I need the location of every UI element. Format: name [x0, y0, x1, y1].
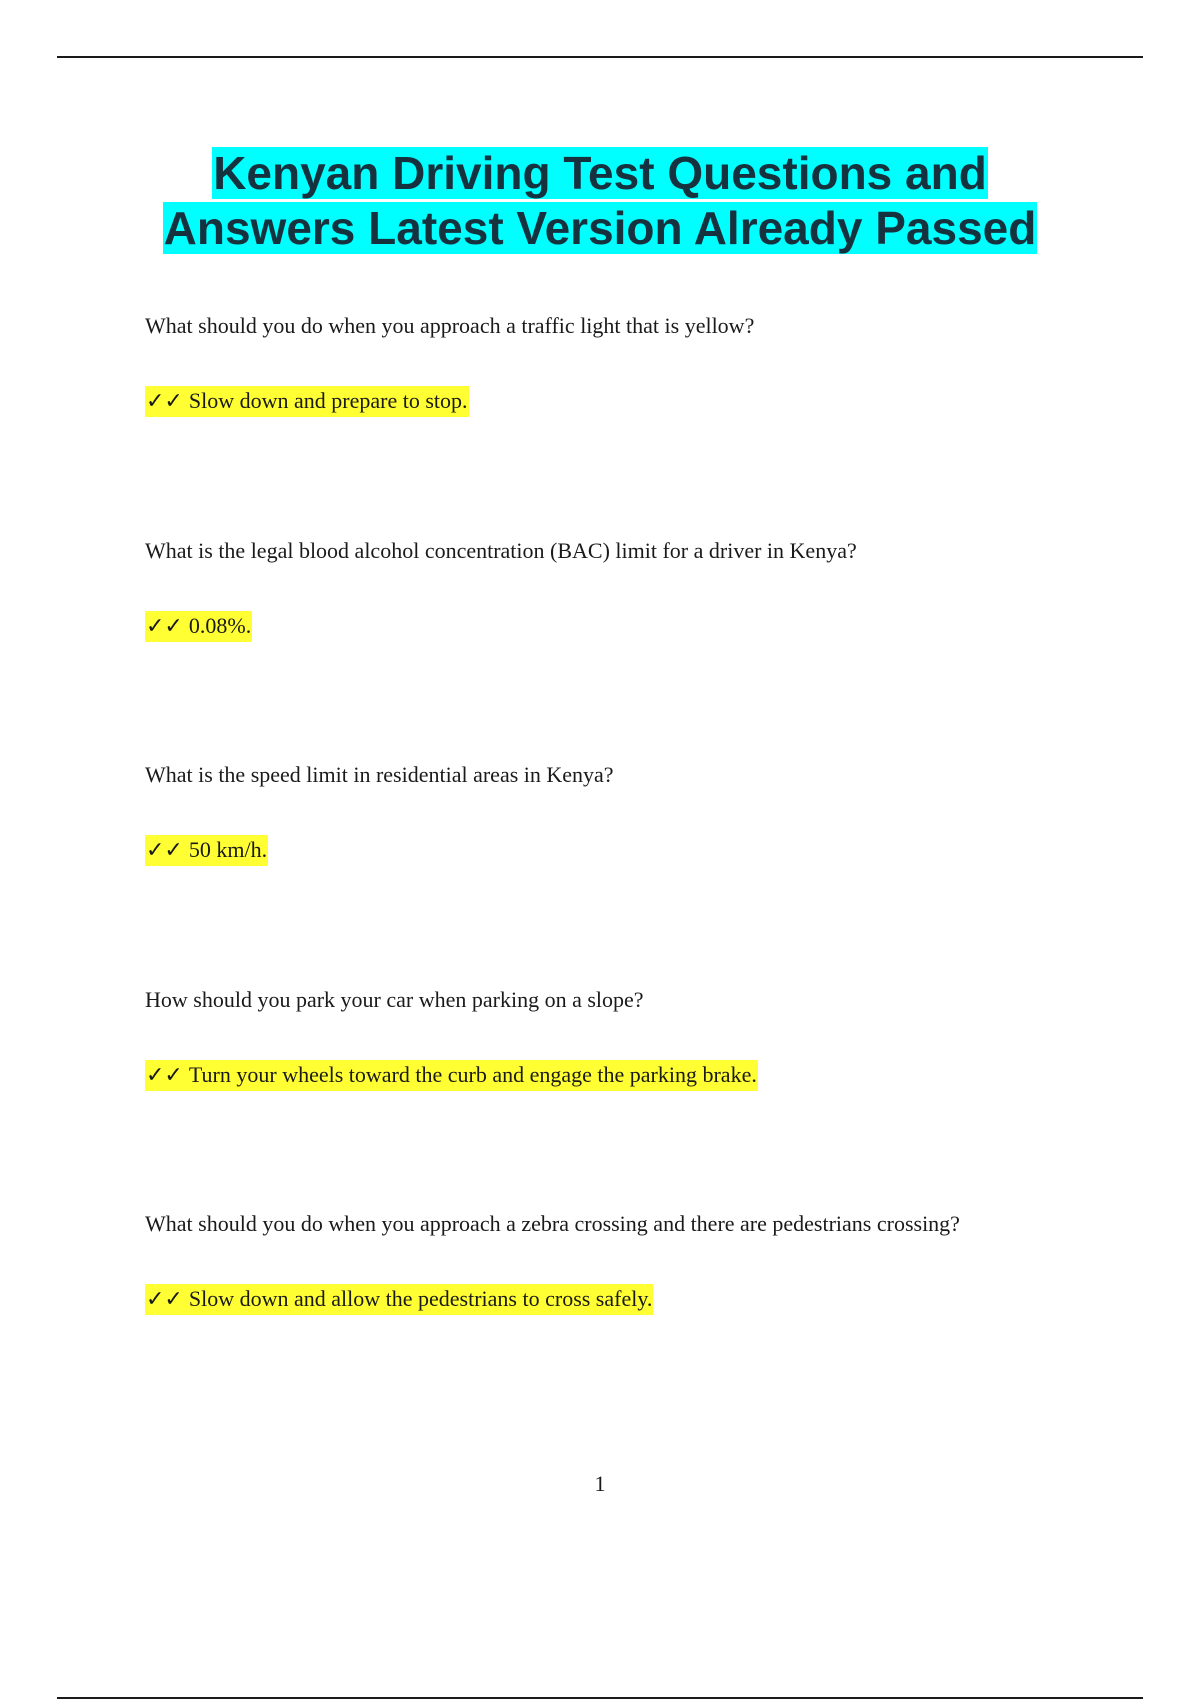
- top-rule: [57, 56, 1143, 58]
- answer-4: [145, 1060, 758, 1091]
- answer-3: [145, 835, 268, 866]
- answer-3-text: 50 km/h.: [188, 837, 268, 862]
- question-4: How should you park your car when parking on a slope?: [145, 987, 644, 1012]
- checkmark-icon: ✓✓: [146, 614, 183, 639]
- checkmark-icon: ✓✓: [146, 1287, 183, 1312]
- answer-2-text: 0.08%.: [188, 613, 252, 638]
- question-1: What should you do when you approach a traffic light that is yellow?: [145, 313, 755, 338]
- page-number: 1: [594, 1471, 606, 1496]
- checkmark-icon: ✓✓: [146, 1063, 183, 1088]
- question-3: What is the speed limit in residential areas in Kenya?: [145, 762, 614, 787]
- answer-5-text: Slow down and allow the pedestrians to cross safely.: [188, 1286, 653, 1311]
- answer-1-text: Slow down and prepare to stop.: [188, 388, 468, 413]
- checkmark-icon: ✓✓: [146, 838, 183, 863]
- bottom-rule: [57, 1697, 1143, 1699]
- title-line-2: Answers Latest Version Already Passed: [163, 202, 1037, 254]
- document-title: [0, 146, 1200, 256]
- answer-2: [145, 611, 252, 642]
- answer-5: [145, 1284, 653, 1315]
- answer-4-text: Turn your wheels toward the curb and engage the parking brake.: [188, 1062, 757, 1087]
- question-5: What should you do when you approach a zebra crossing and there are pedestrians crossing?: [145, 1211, 960, 1236]
- title-line-1: Kenyan Driving Test Questions and: [213, 147, 987, 199]
- question-2: What is the legal blood alcohol concentration (BAC) limit for a driver in Kenya?: [145, 538, 857, 563]
- answer-1: [145, 386, 469, 417]
- checkmark-icon: ✓✓: [146, 389, 183, 414]
